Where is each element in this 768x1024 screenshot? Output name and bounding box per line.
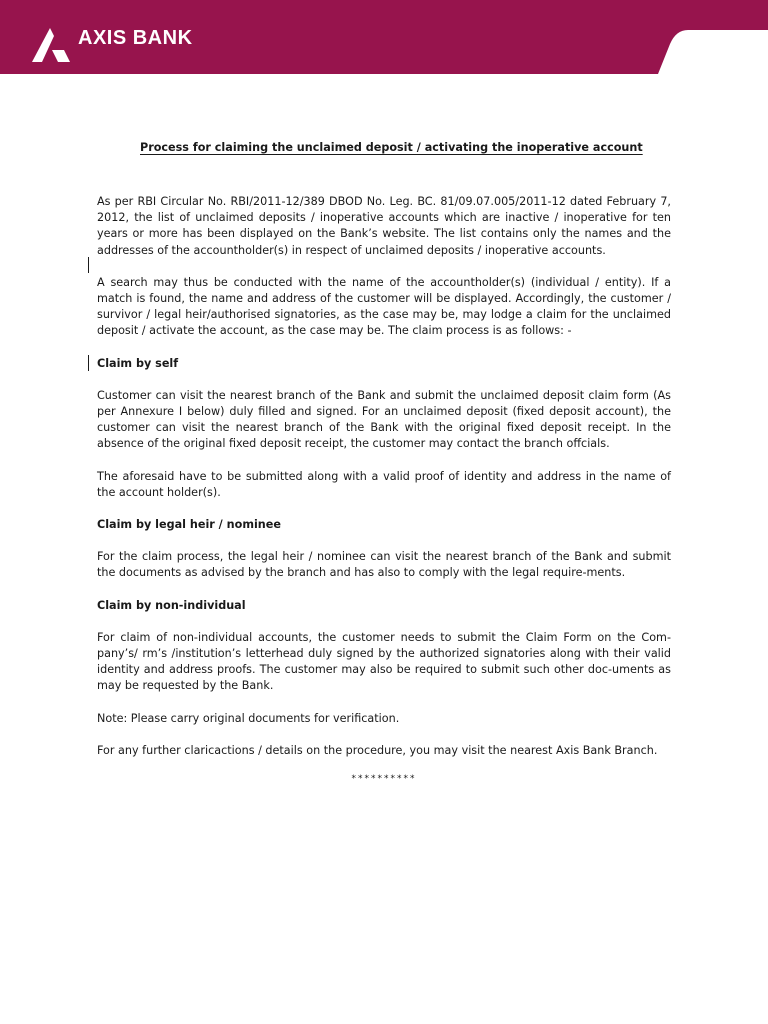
section-heading-claim-by-non-individual: Claim by non-individual — [97, 598, 246, 612]
section-paragraph: Customer can visit the nearest branch of the Bank and submit the unclaimed deposit claim form (As per Annexure I below) duly filled and signed. For an unclaimed deposit (fixed deposit account), the customer can visit the nearest branch of the Bank with the original fixed deposit receipt. In the absence of the original fixed deposit receipt, the customer may contact the branch offcials. — [97, 388, 671, 451]
section-paragraph: The aforesaid have to be submitted along with a valid proof of identity and address in the name of the account holder(s). — [97, 469, 671, 499]
axis-bank-logo-icon — [30, 20, 74, 64]
note-paragraph: Note: Please carry original documents for verification. — [97, 711, 400, 725]
end-marker: ********** — [351, 774, 417, 785]
section-paragraph: For the claim process, the legal heir / nominee can visit the nearest branch of the Bank and submit the documents as advised by the branch and has also to comply with the legal require-ments. — [97, 550, 671, 580]
section-heading-claim-by-legal-heir: Claim by legal heir / nominee — [97, 518, 281, 532]
revision-bar — [88, 355, 89, 371]
revision-bar — [88, 257, 89, 273]
search-paragraph: A search may thus be conducted with the name of the accountholder(s) (individual / entity). If a match is found, the name and address of the customer will be displayed. Accordingly, the customer / survivor / legal heir/authorised signatories, as the case may be, may lodge a claim for the unclaimed deposit / activate the account, as the case may be. The claim process is as follows: - — [97, 275, 671, 338]
document-title: Process for claiming the unclaimed deposit / activating the inoperative account — [140, 141, 643, 154]
section-paragraph: For claim of non-individual accounts, the customer needs to submit the Claim Form on the Com-pany’s/ rm’s /institution’s letterhead duly signed by the authorized signatories along with their valid identity and address proofs. The customer may also be required to submit such other doc-uments as may be requested by the Bank. — [97, 630, 671, 693]
closing-paragraph: For any further claricactions / details on the procedure, you may visit the nearest Axis Bank Branch. — [97, 743, 658, 757]
brand-name: AXIS BANK — [78, 26, 193, 49]
section-heading-claim-by-self: Claim by self — [97, 356, 179, 370]
axis-bank-logo — [30, 20, 193, 64]
document-body — [97, 194, 671, 787]
intro-paragraph: As per RBI Circular No. RBI/2011-12/389 DBOD No. Leg. BC. 81/09.07.005/2011-12 dated February 7, 2012, the list of unclaimed deposits / inoperative accounts which are inactive / inoperative for ten years or more has been displayed on the Bank’s website. The list contains only the names and the addresses of the accountholder(s) in respect of unclaimed deposits / inoperative accounts. — [97, 195, 671, 257]
